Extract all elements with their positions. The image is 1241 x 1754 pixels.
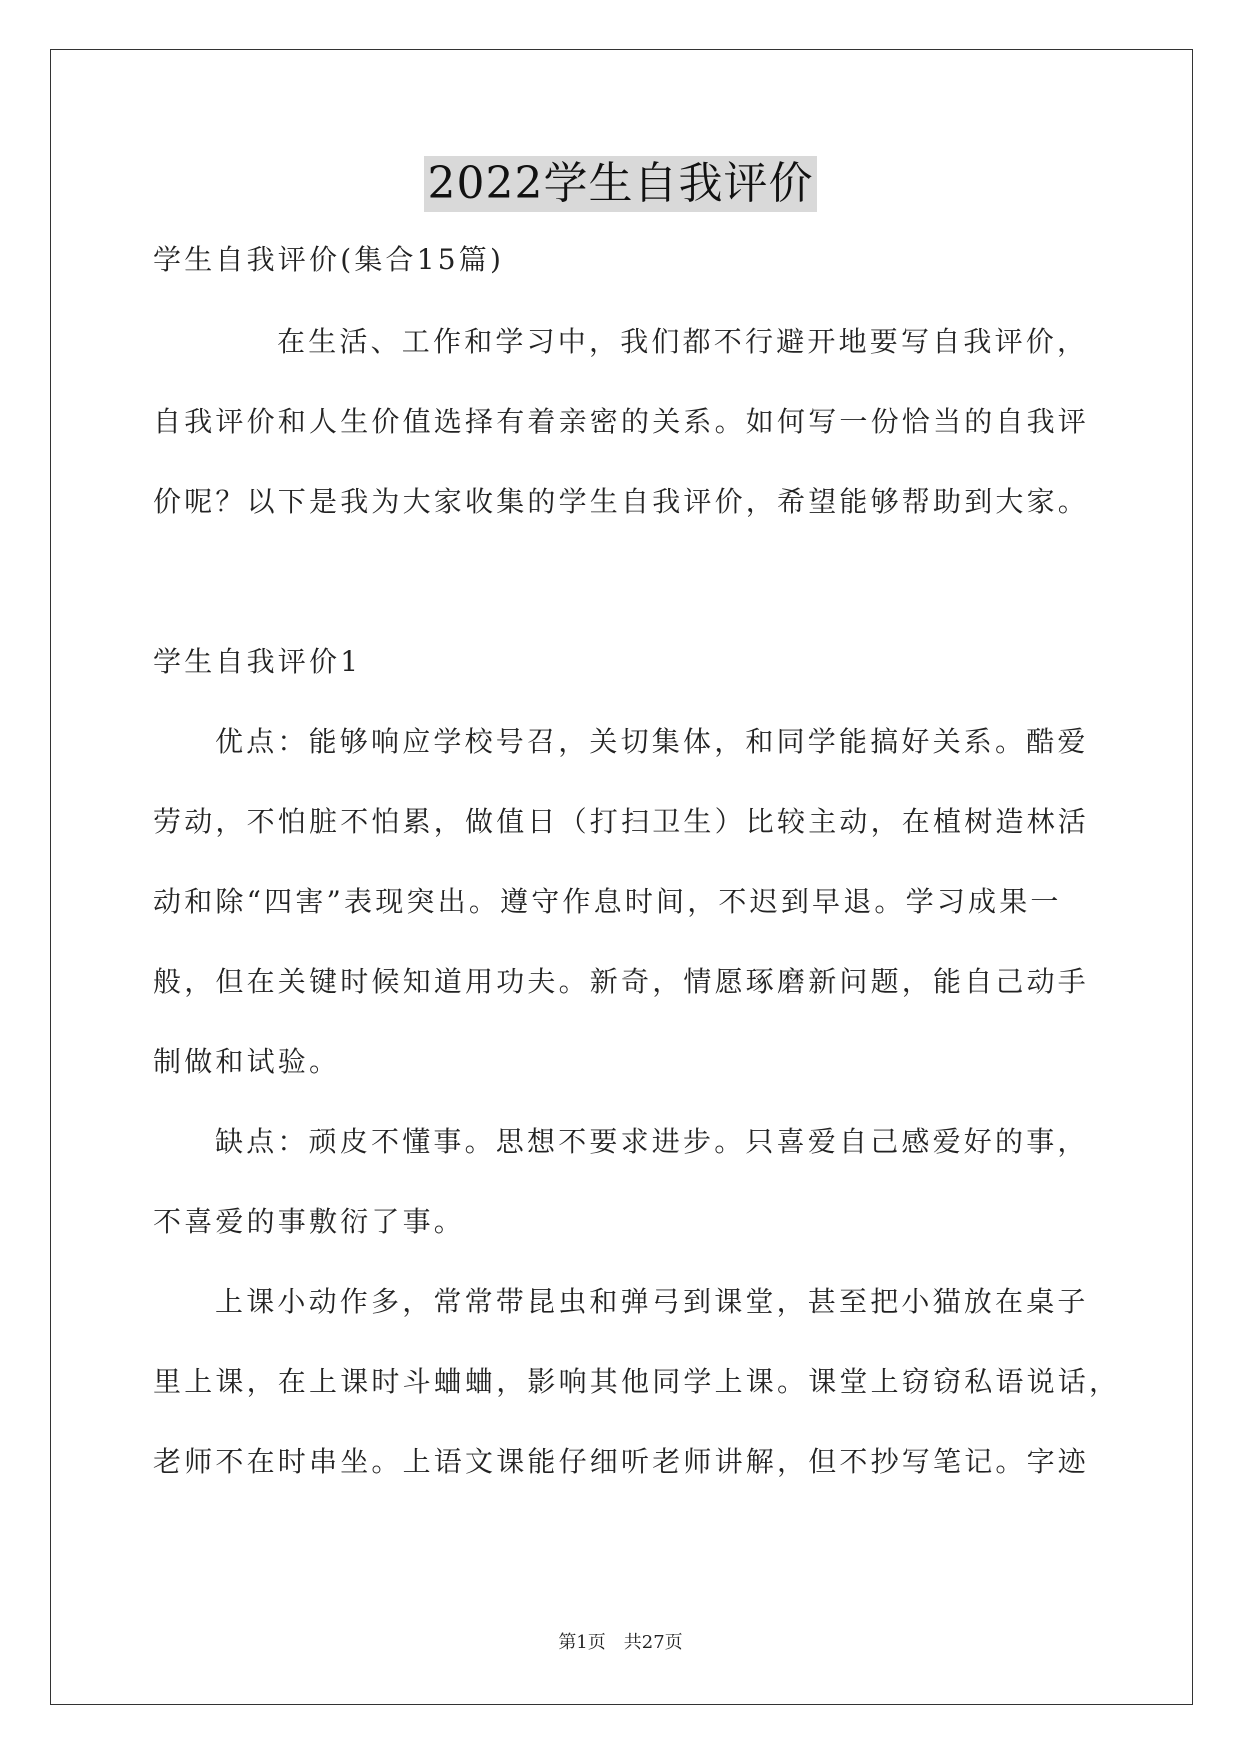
intro-line: 自我评价和人生价值选择有着亲密的关系。如何写一份恰当的自我评 xyxy=(153,405,1090,438)
paragraph-line: 上课小动作多，常常带昆虫和弹弓到课堂，甚至把小猫放在桌子 xyxy=(215,1285,1089,1318)
intro-line: 价呢？以下是我为大家收集的学生自我评价，希望能够帮助到大家。 xyxy=(153,485,1090,518)
document-title: 2022学生自我评价 xyxy=(424,156,818,212)
paragraph-line: 般，但在关键时候知道用功夫。新奇，情愿琢磨新问题，能自己动手 xyxy=(153,965,1090,998)
document-body xyxy=(153,220,1121,1502)
paragraph-line: 老师不在时串坐。上语文课能仔细听老师讲解，但不抄写笔记。字迹 xyxy=(153,1445,1090,1478)
paragraph-line: 制做和试验。 xyxy=(153,1045,341,1078)
paragraph-line: 劳动，不怕脏不怕累，做值日（打扫卫生）比较主动，在植树造林活 xyxy=(153,805,1090,838)
blank-line xyxy=(153,542,1113,622)
paragraph-line: 优点：能够响应学校号召，关切集体，和同学能搞好关系。酷爱 xyxy=(215,725,1089,758)
paragraph-line: 动和除“四害”表现突出。遵守作息时间，不迟到早退。学习成果一 xyxy=(153,885,1062,918)
paragraph-line: 缺点：顽皮不懂事。思想不要求进步。只喜爱自己感爱好的事， xyxy=(215,1125,1089,1158)
page-number: 第1页 共27页 xyxy=(558,1632,683,1653)
title-container xyxy=(0,156,1241,212)
paragraph-line: 里上课，在上课时斗蛐蛐，影响其他同学上课。课堂上窃窃私语说话， xyxy=(153,1365,1121,1398)
page-footer xyxy=(0,1628,1241,1654)
subtitle: 学生自我评价(集合15篇) xyxy=(153,243,505,276)
section-heading: 学生自我评价1 xyxy=(153,645,362,678)
intro-line: 在生活、工作和学习中，我们都不行避开地要写自我评价， xyxy=(277,325,1089,358)
paragraph-line: 不喜爱的事敷衍了事。 xyxy=(153,1205,466,1238)
